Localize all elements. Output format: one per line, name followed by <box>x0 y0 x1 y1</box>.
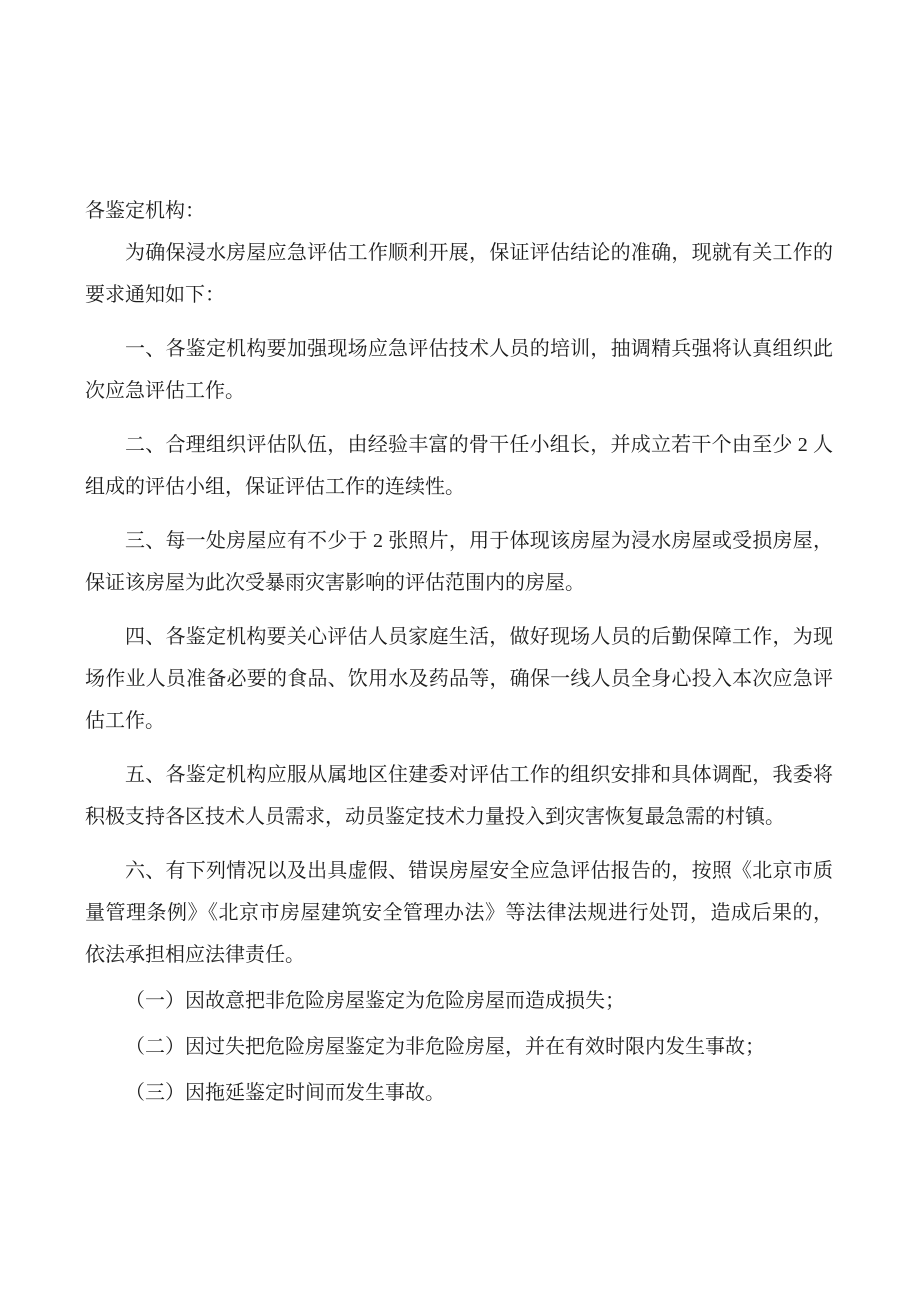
item-paragraph-1: 一、各鉴定机构要加强现场应急评估技术人员的培训，抽调精兵强将认真组织此次应急评估工作。 <box>85 338 833 402</box>
sub-item-paragraph-3: （三）因拖延鉴定时间而发生事故。 <box>125 1082 445 1104</box>
item-paragraph-6: 六、有下列情况以及出具虚假、错误房屋安全应急评估报告的，按照《北京市质量管理条例》《北京市房屋建筑安全管理办法》等法律法规进行处罚，造成后果的，依法承担相应法律责任。 <box>85 860 833 966</box>
item-paragraph-4: 四、各鉴定机构要关心评估人员家庭生活，做好现场人员的后勤保障工作，为现场作业人员准备必要的食品、饮用水及药品等，确保一线人员全身心投入本次应急评估工作。 <box>85 626 833 732</box>
item-paragraph-3: 三、每一处房屋应有不少于 2 张照片，用于体现该房屋为浸水房屋或受损房屋，保证该房屋为此次受暴雨灾害影响的评估范围内的房屋。 <box>85 530 833 594</box>
item-paragraph-5: 五、各鉴定机构应服从属地区住建委对评估工作的组织安排和具体调配，我委将积极支持各区技术人员需求，动员鉴定技术力量投入到灾害恢复最急需的村镇。 <box>85 764 833 828</box>
document-body <box>85 190 833 1114</box>
item-paragraph-2: 二、合理组织评估队伍，由经验丰富的骨干任小组长，并成立若干个由至少 2 人组成的评估小组，保证评估工作的连续性。 <box>85 434 833 498</box>
sub-item-paragraph-2: （二）因过失把危险房屋鉴定为非危险房屋，并在有效时限内发生事故； <box>125 1036 765 1058</box>
sub-item-paragraph-1: （一）因故意把非危险房屋鉴定为危险房屋而造成损失； <box>125 990 625 1012</box>
salutation: 各鉴定机构： <box>85 200 205 222</box>
intro-paragraph: 为确保浸水房屋应急评估工作顺利开展，保证评估结论的准确，现就有关工作的要求通知如下： <box>85 242 833 306</box>
